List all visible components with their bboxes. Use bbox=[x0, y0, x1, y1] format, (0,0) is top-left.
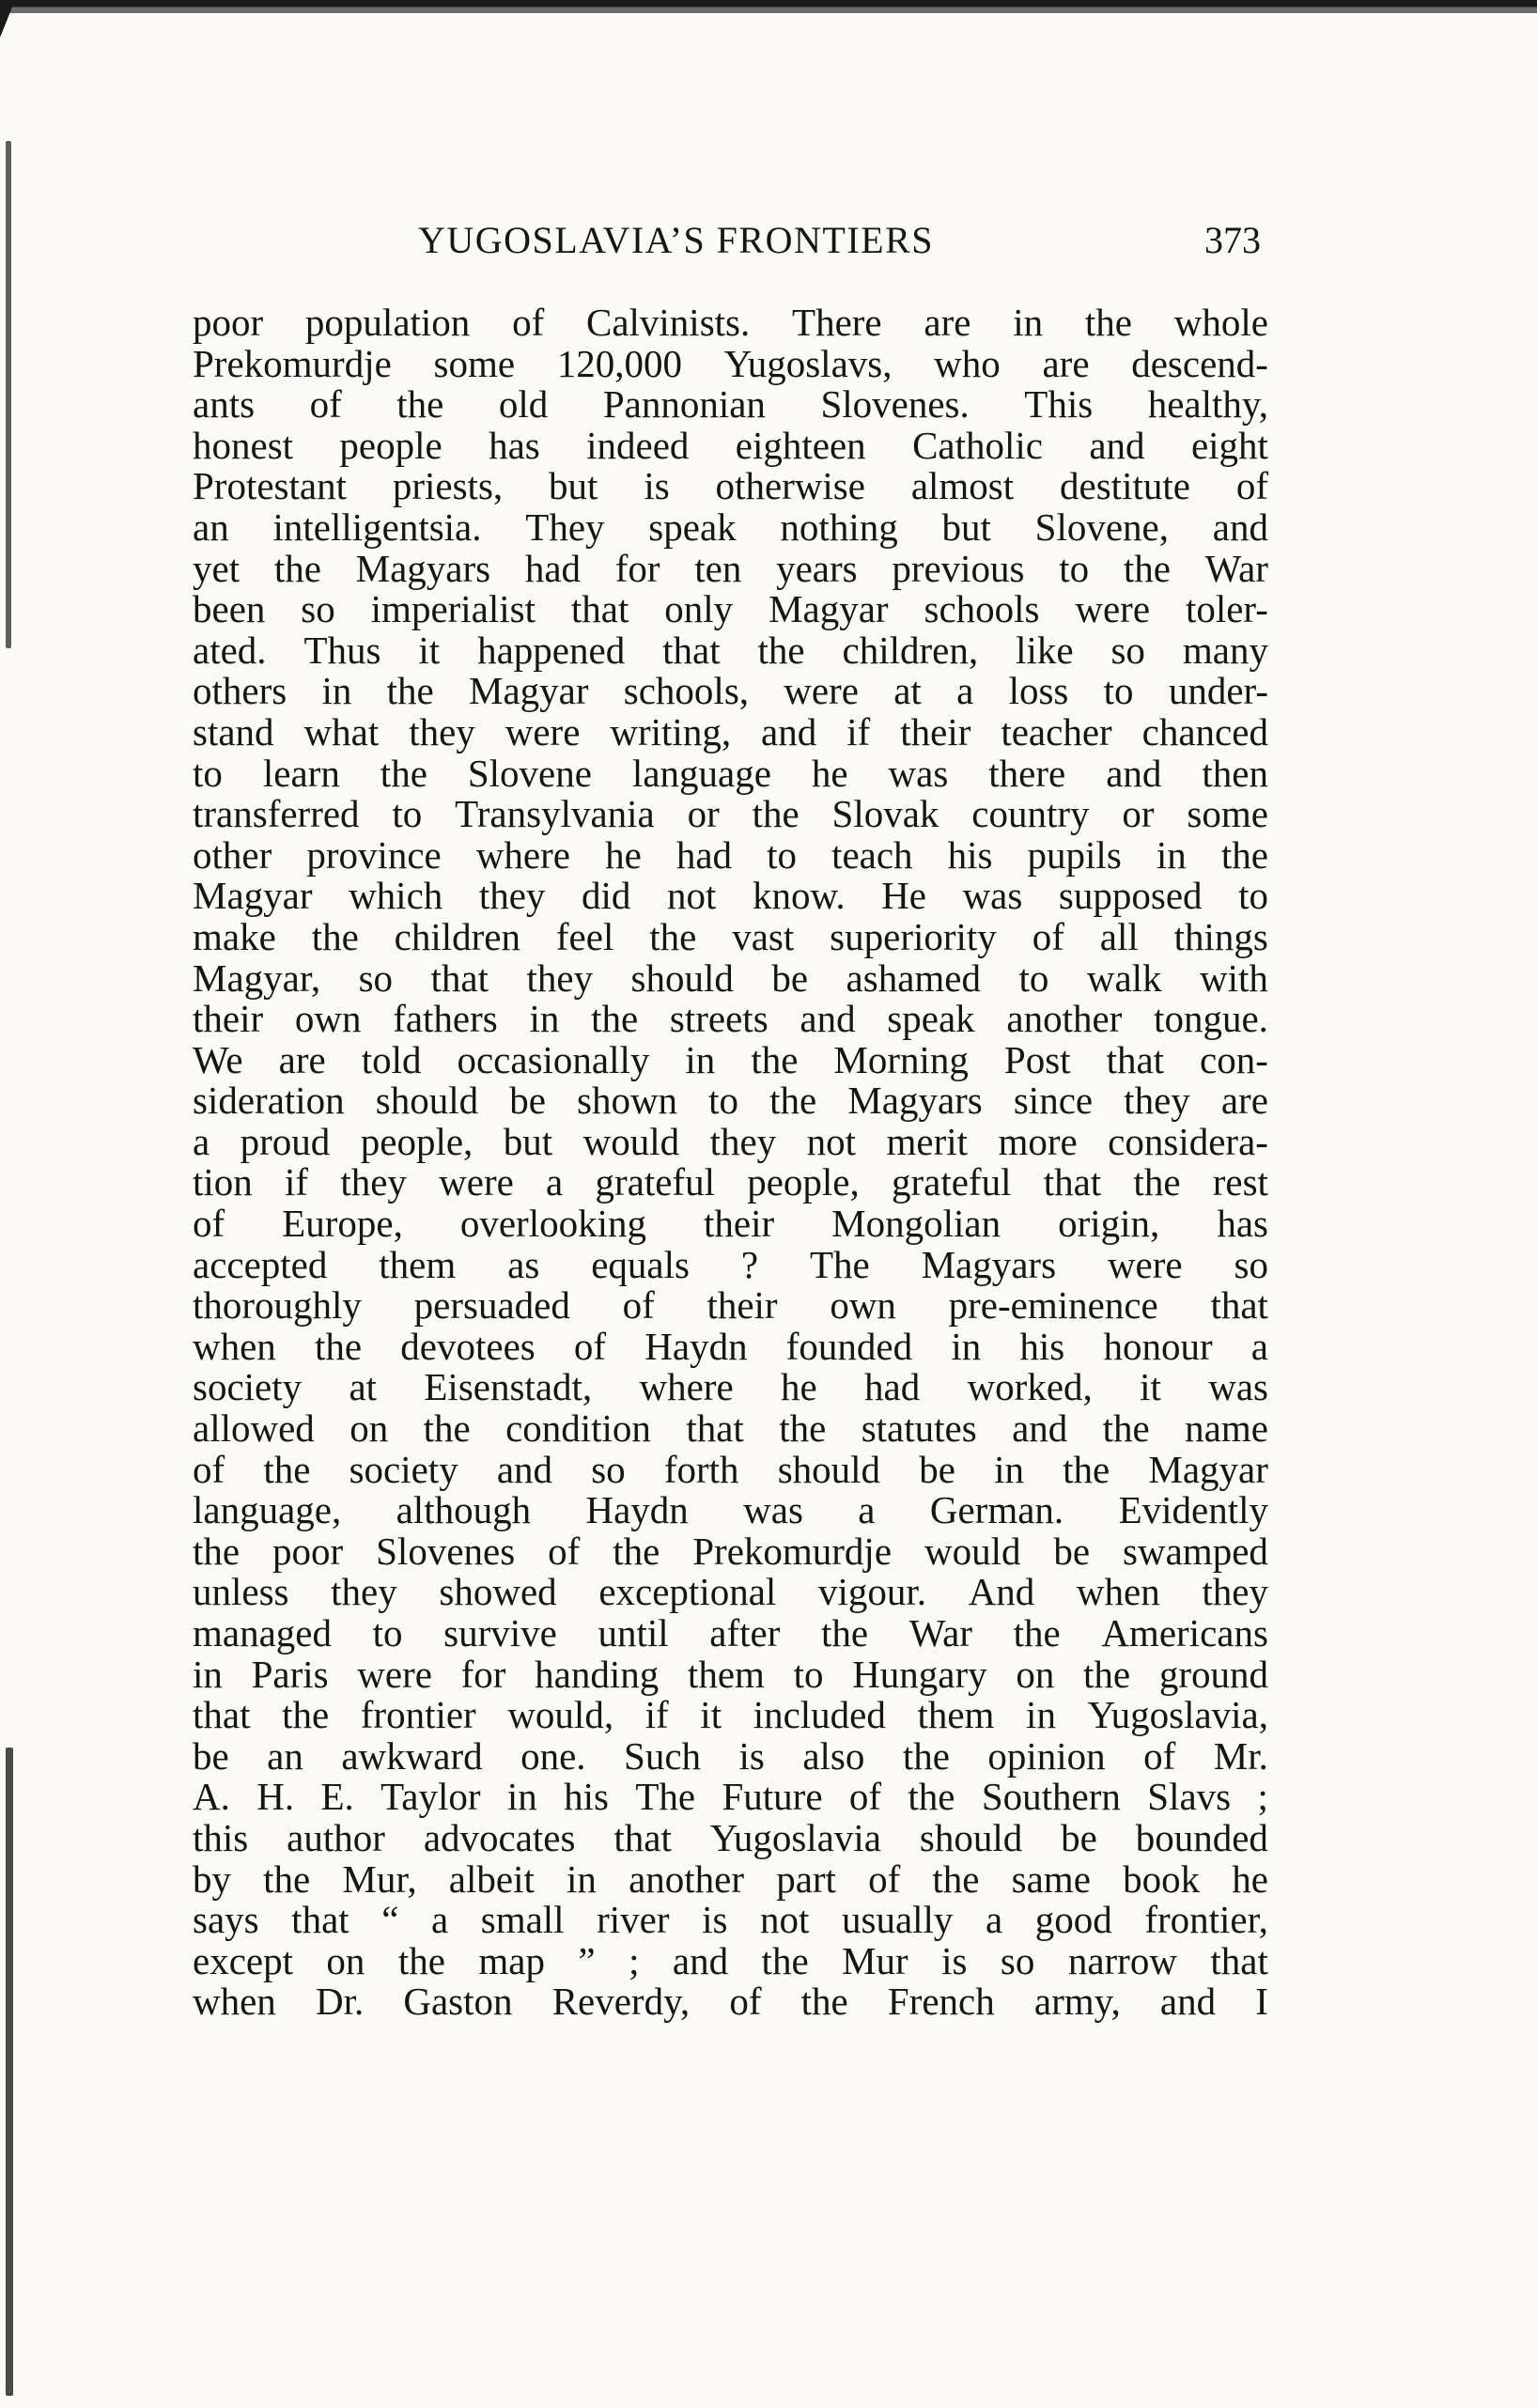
left-edge-shadow-lower bbox=[6, 1748, 13, 2396]
text-line: Magyar which they did not know. He was supposed to bbox=[193, 874, 1268, 918]
text-line: except on the map ” ; and the Mur is so narrow that bbox=[193, 1938, 1268, 1982]
text-line: accepted them as equals ? The Magyars were so bbox=[193, 1242, 1268, 1286]
text-line: ants of the old Pannonian Slovenes. This healthy, bbox=[193, 382, 1268, 427]
text-line: a proud people, but would they not merit more considera- bbox=[193, 1119, 1268, 1163]
text-line: be an awkward one. Such is also the opinion of Mr. bbox=[193, 1733, 1268, 1778]
text-line: poor population of Calvinists. There are in the whole bbox=[193, 301, 1268, 344]
text-line: Magyar, so that they should be ashamed to walk with bbox=[193, 955, 1268, 1000]
text-line: other province where he had to teach his pupils in the bbox=[193, 832, 1268, 877]
text-line: thoroughly persuaded of their own pre-eminence that bbox=[193, 1283, 1268, 1328]
text-line: by the Mur, albeit in another part of the same book he bbox=[193, 1856, 1268, 1901]
corner-mark bbox=[0, 0, 15, 38]
text-line: their own fathers in the streets and speak another tongue. bbox=[193, 997, 1268, 1041]
text-line: stand what they were writing, and if their teacher chanced bbox=[193, 709, 1268, 753]
text-line: society at Eisenstadt, where he had worked, it was bbox=[193, 1365, 1268, 1409]
text-line: sideration should be shown to the Magyars since they are bbox=[193, 1079, 1268, 1123]
text-line: unless they showed exceptional vigour. And when they bbox=[193, 1570, 1268, 1614]
text-line: the poor Slovenes of the Prekomurdje would be swamped bbox=[193, 1529, 1268, 1573]
text-line: Prekomurdje some 120,000 Yugoslavs, who are descend- bbox=[193, 341, 1268, 385]
running-title: YUGOSLAVIA’S FRONTIERS bbox=[418, 219, 934, 261]
text-line: make the children feel the vast superiority of all things bbox=[193, 914, 1268, 958]
top-page-border bbox=[0, 0, 1537, 13]
text-line: others in the Magyar schools, were at a loss to under- bbox=[193, 669, 1268, 713]
text-line: to learn the Slovene language he was there and then bbox=[193, 751, 1268, 795]
text-line: this author advocates that Yugoslavia should be bounded bbox=[193, 1815, 1268, 1859]
text-line: in Paris were for handing them to Hungary on the ground bbox=[193, 1652, 1268, 1696]
text-line: yet the Magyars had for ten years previous to the War bbox=[193, 546, 1268, 590]
text-line: when Dr. Gaston Reverdy, of the French army, and I bbox=[193, 1980, 1268, 2024]
page-header bbox=[193, 218, 1268, 267]
text-line: tion if they were a grateful people, grateful that the rest bbox=[193, 1160, 1268, 1204]
text-line: transferred to Transylvania or the Slovak country or some bbox=[193, 792, 1268, 836]
text-line: allowed on the condition that the statutes and the name bbox=[193, 1406, 1268, 1451]
text-line: been so imperialist that only Magyar schools were toler- bbox=[193, 587, 1268, 631]
text-line: We are told occasionally in the Morning Post that con- bbox=[193, 1037, 1268, 1081]
text-line: managed to survive until after the War the Americans bbox=[193, 1611, 1268, 1655]
text-line: ated. Thus it happened that the children, like so many bbox=[193, 628, 1268, 672]
text-line: of the society and so forth should be in the Magyar bbox=[193, 1447, 1268, 1491]
text-line: says that “ a small river is not usually a good frontier, bbox=[193, 1898, 1268, 1942]
text-line: of Europe, overlooking their Mongolian origin, has bbox=[193, 1202, 1268, 1246]
body-text bbox=[193, 303, 1268, 2023]
page-number: 373 bbox=[1204, 219, 1261, 261]
text-line: Protestant priests, but is otherwise almost destitute of bbox=[193, 464, 1268, 508]
left-edge-shadow-upper bbox=[6, 141, 11, 648]
text-line: honest people has indeed eighteen Catholic and eight bbox=[193, 423, 1268, 467]
text-line: that the frontier would, if it included them in Yugoslavia, bbox=[193, 1693, 1268, 1737]
text-line: an intelligentsia. They speak nothing but Slovene, and bbox=[193, 505, 1268, 549]
text-line: language, although Haydn was a German. Evidently bbox=[193, 1488, 1268, 1532]
text-line: A. H. E. Taylor in his The Future of the Southern Slavs ; bbox=[193, 1775, 1268, 1819]
text-line: when the devotees of Haydn founded in his honour a bbox=[193, 1324, 1268, 1368]
